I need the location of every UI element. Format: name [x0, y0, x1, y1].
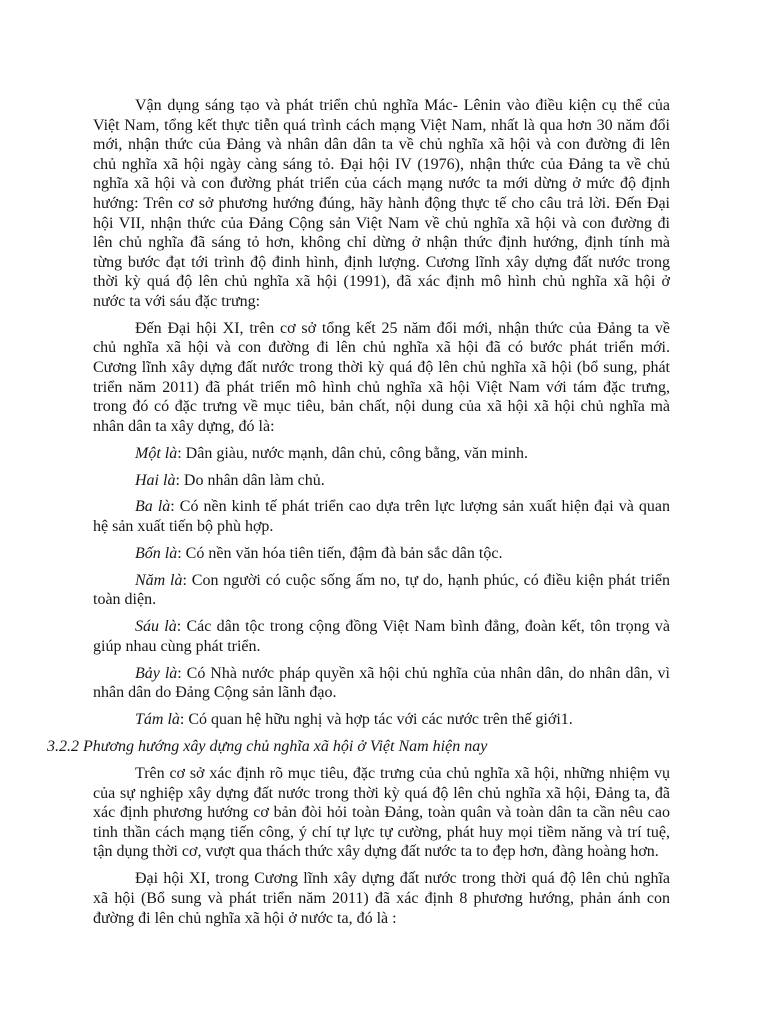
characteristic-label: Bốn là	[135, 544, 178, 562]
characteristic-text: : Dân giàu, nước mạnh, dân chủ, công bằng, văn minh.	[177, 444, 529, 462]
text-line: nhân dân ta xây dựng, đó là:	[93, 417, 275, 435]
characteristic-item-8	[93, 710, 670, 730]
paragraph-intro-1	[93, 96, 670, 312]
paragraph-direction-1	[93, 764, 670, 862]
characteristic-item-1	[93, 444, 670, 464]
text-line: thời kỳ quá độ lên chủ nghĩa xã hội (1991), đã xác định mô hình chủ nghĩa xã hội ở	[93, 273, 670, 291]
section-heading-text: 3.2.2 Phương hướng xây dựng chủ nghĩa xã hội ở Việt Nam hiện nay	[47, 738, 488, 756]
characteristic-label: Ba là	[135, 498, 171, 516]
text-line	[93, 664, 670, 684]
text-line: chủ nghĩa xã hội ngày càng sáng tỏ. Đại hội IV (1976), nhận thức của Đảng ta về chủ	[93, 155, 670, 173]
text-line: Cương lĩnh xây dựng đất nước trong thời kỳ quá độ lên chủ nghĩa xã hội (bổ sung, phát	[93, 359, 670, 377]
text-line	[93, 497, 670, 517]
text-line: nghĩa xã hội và con đường phát triển của cách mạng nước ta mới dừng ở mức độ định	[93, 175, 670, 193]
section-heading	[47, 737, 670, 757]
text-line: Trên cơ sở xác định rõ mục tiêu, đặc trưng của chủ nghĩa xã hội, những nhiệm vụ	[135, 765, 670, 783]
characteristic-item-4	[93, 544, 670, 564]
paragraph-intro-2	[93, 319, 670, 437]
characteristic-item-2	[93, 471, 670, 491]
characteristic-label: Sáu là	[135, 618, 177, 636]
characteristic-label: Hai là	[135, 471, 176, 489]
paragraph-direction-2	[93, 869, 670, 928]
text-line	[93, 710, 670, 730]
text-line: của sự nghiệp xây dựng đất nước trong thời kỳ quá độ lên chủ nghĩa xã hội, Đảng ta, đã	[93, 784, 670, 802]
characteristic-label: Năm là	[135, 571, 183, 589]
text-line: xã hội (Bổ sung và phát triển năm 2011) đã xác định 8 phương hướng, phản ánh con	[93, 889, 670, 907]
characteristic-text: : Con người có cuộc sống ấm no, tự do, hạnh phúc, có điều kiện phát triển	[182, 571, 670, 589]
characteristic-text: : Có Nhà nước pháp quyền xã hội chủ nghĩa của nhân dân, do nhân dân, vì	[177, 664, 670, 682]
text-line: tinh thần cách mạng tiến công, ý chí tự lực tự cường, phát huy mọi tiềm năng và trí tuệ,	[93, 823, 670, 841]
characteristic-label: Tám là	[135, 711, 180, 729]
characteristic-item-5	[93, 571, 670, 610]
text-line: lên chủ nghĩa đã sáng tỏ hơn, không chỉ dừng ở nhận thức định hướng, định tính mà	[93, 234, 670, 252]
text-line: chủ nghĩa xã hội và con đường đi lên chủ nghĩa xã hội đã có bước phát triển mới.	[93, 339, 670, 357]
text-line: mới, nhận thức của Đảng và nhân dân dân ta về chủ nghĩa xã hội và con đường đi lên	[93, 136, 670, 154]
text-line	[93, 544, 670, 564]
text-line: nhân dân do Đảng Cộng sản lãnh đạo.	[93, 684, 337, 702]
text-line: tận dụng thời cơ, vượt qua thách thức xây dựng đất nước ta to đẹp hơn, đàng hoàng hơn.	[93, 843, 659, 861]
text-line	[93, 444, 670, 464]
characteristic-text: : Có nền văn hóa tiên tiến, đậm đà bản sắc dân tộc.	[177, 544, 503, 562]
characteristic-text: : Do nhân dân làm chủ.	[175, 471, 325, 489]
text-line	[93, 471, 670, 491]
characteristic-text: : Các dân tộc trong cộng đồng Việt Nam bình đẳng, đoàn kết, tôn trọng và	[176, 618, 670, 636]
text-line	[93, 571, 670, 591]
characteristic-label: Một là	[135, 444, 178, 462]
text-line: nước ta với sáu đặc trưng:	[93, 292, 261, 310]
text-line: hệ sản xuất tiến bộ phù hợp.	[93, 518, 274, 536]
text-line: toàn diện.	[93, 591, 157, 609]
text-line: hội VII, nhận thức của Đảng Cộng sản Việt Nam về chủ nghĩa xã hội và con đường đi	[93, 214, 670, 232]
document-body	[47, 96, 671, 928]
characteristic-text: : Có quan hệ hữu nghị và hợp tác với các nước trên thế giới1.	[179, 711, 573, 729]
characteristic-item-3	[93, 497, 670, 536]
text-line: đường đi lên chủ nghĩa xã hội ở nước ta, đó là :	[93, 909, 397, 927]
text-line: xác định phương hướng cơ bản đòi hỏi toàn Đảng, toàn quân và toàn dân ta cần nêu cao	[93, 804, 670, 822]
characteristic-label: Bảy là	[135, 664, 178, 682]
text-line: giúp nhau cùng phát triển.	[93, 637, 261, 655]
text-line: Đến Đại hội XI, trên cơ sở tổng kết 25 năm đổi mới, nhận thức của Đảng ta về	[135, 319, 670, 337]
characteristic-text: : Có nền kinh tế phát triển cao dựa trên lực lượng sản xuất hiện đại và quan	[170, 498, 671, 516]
text-line: triển năm 2011) đã phát triển mô hình chủ nghĩa xã hội Việt Nam với tám đặc trưng,	[93, 378, 670, 396]
text-line: Vận dụng sáng tạo và phát triển chủ nghĩa Mác- Lênin vào điều kiện cụ thể của	[135, 97, 670, 114]
text-line: từng bước đạt tới trình độ đinh hình, định lượng. Cương lĩnh xây dựng đất nước trong	[93, 253, 670, 271]
text-line: Đại hội XI, trong Cương lĩnh xây dựng đất nước trong thời quá độ lên chủ nghĩa	[135, 870, 670, 888]
text-line	[93, 617, 670, 637]
text-line: hướng: Trên cơ sở phương hướng đúng, hãy hành động thực tế cho câu trả lời. Đến Đại	[93, 194, 670, 212]
characteristic-item-6	[93, 617, 670, 656]
characteristic-item-7	[93, 664, 670, 703]
text-line: Việt Nam, tổng kết thực tiễn quá trình cách mạng Việt Nam, nhất là qua hơn 30 năm đổi	[93, 116, 670, 134]
text-line: trong đó có đặc trưng về mục tiêu, bản chất, nội dung của xã hội xã hội chủ nghĩa mà	[93, 398, 670, 416]
